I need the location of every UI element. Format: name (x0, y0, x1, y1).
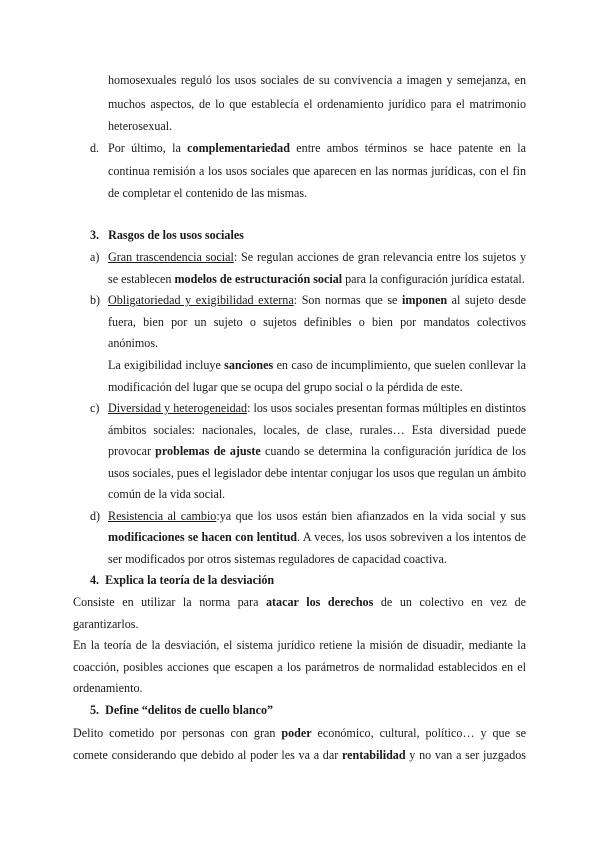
section-3-b-line-1: Obligatoriedad y exigibilidad externa: Son normas que se imponen al sujeto desde (108, 293, 526, 307)
section-3-c-line-1: Diversidad y heterogeneidad: los usos sociales presentan formas múltiples en distintos (108, 401, 526, 415)
section-4-p1-line-2: garantizarlos. (73, 617, 139, 631)
section-3-b-line-4: La exigibilidad incluye sanciones en caso de incumplimiento, que suelen conllevar la (108, 358, 526, 372)
d-item-line-3: de completar el contenido de las mismas. (108, 186, 308, 200)
section-3-number: 3. (90, 228, 100, 242)
section-3-d-marker: d) (90, 509, 101, 523)
d-item-line-2: continua remisión a los usos sociales que aparecen en las normas jurídicas, con el fin (108, 164, 526, 178)
c-item-continuation-line-1: homosexuales reguló los usos sociales de su convivencia a imagen y semejanza, en (108, 73, 526, 87)
section-5-heading (90, 702, 273, 718)
c-item-continuation-line-2: muchos aspectos, de lo que establecía el ordenamiento jurídico para el matrimonio (108, 97, 526, 111)
section-4-heading (90, 572, 274, 588)
c-item-continuation-line-3: heterosexual. (108, 119, 173, 133)
section-3-c-marker: c) (90, 401, 100, 415)
section-3-a-line-1: Gran trascendencia social: Se regulan acciones de gran relevancia entre los sujetos y (108, 250, 527, 264)
section-3-a-line-2: se establecen modelos de estructuración social para la configuración jurídica estatal. (108, 272, 525, 286)
section-3-title: Rasgos de los usos sociales (108, 228, 244, 242)
section-3-c-line-2: ámbitos sociales: nacionales, locales, de clase, rurales… Esta diversidad puede (108, 423, 526, 437)
section-3-d-line-3: ser modificados por otros sistemas reguladores de capacidad coactiva. (108, 552, 447, 566)
section-3-b-line-3: anónimos. (108, 336, 159, 350)
section-3-b-line-5: modificación del lugar que se ocupa del grupo social o la pérdida de este. (108, 380, 463, 394)
section-5-number: 5. (90, 703, 100, 717)
section-3-d-line-2: modificaciones se hacen con lentitud. A veces, los usos sobreviven a los intentos de (108, 530, 527, 544)
section-3-b-marker: b) (90, 293, 101, 307)
section-5-line-1: Delito cometido por personas con gran poder económico, cultural, político… y que se (73, 726, 526, 740)
section-4-p2-line-1: En la teoría de la desviación, el sistema jurídico retiene la misión de disuadir, mediante la (73, 638, 526, 652)
section-3-c-line-5: común de la vida social. (108, 487, 226, 501)
section-4-p1-line-1: Consiste en utilizar la norma para atacar los derechos de un colectivo en vez de (73, 595, 526, 609)
section-3-d-line-1: Resistencia al cambio:ya que los usos están bien afianzados en la vida social y sus (108, 509, 526, 523)
section-5-title: Define “delitos de cuello blanco” (105, 703, 274, 717)
section-3-c-line-4: usos sociales, pues el legislador debe intentar conjugar los usos que regulan un ámbito (108, 466, 526, 480)
section-5-line-2: comete considerando que debido al poder les va a dar rentabilidad y no van a ser juzgados (73, 748, 526, 762)
section-4-p2-line-2: coacción, posibles acciones que escapen a los parámetros de normalidad establecidos en el (73, 660, 526, 674)
section-3-heading (90, 227, 244, 243)
d-item-line-1: Por último, la complementariedad entre ambos términos se hace patente en la (108, 141, 526, 155)
section-3-a-marker: a) (90, 250, 100, 264)
section-4-title: Explica la teoría de la desviación (105, 573, 275, 587)
section-3-c-line-3: provocar problemas de ajuste cuando se determina la configuración jurídica de los (108, 444, 526, 458)
section-4-p2-line-3: ordenamiento. (73, 681, 143, 695)
section-4-number: 4. (90, 573, 100, 587)
d-item-marker: d. (90, 141, 100, 155)
section-3-b-line-2: fuera, bien por un sujeto o sujetos definibles o bien por mandatos colectivos (108, 315, 526, 329)
